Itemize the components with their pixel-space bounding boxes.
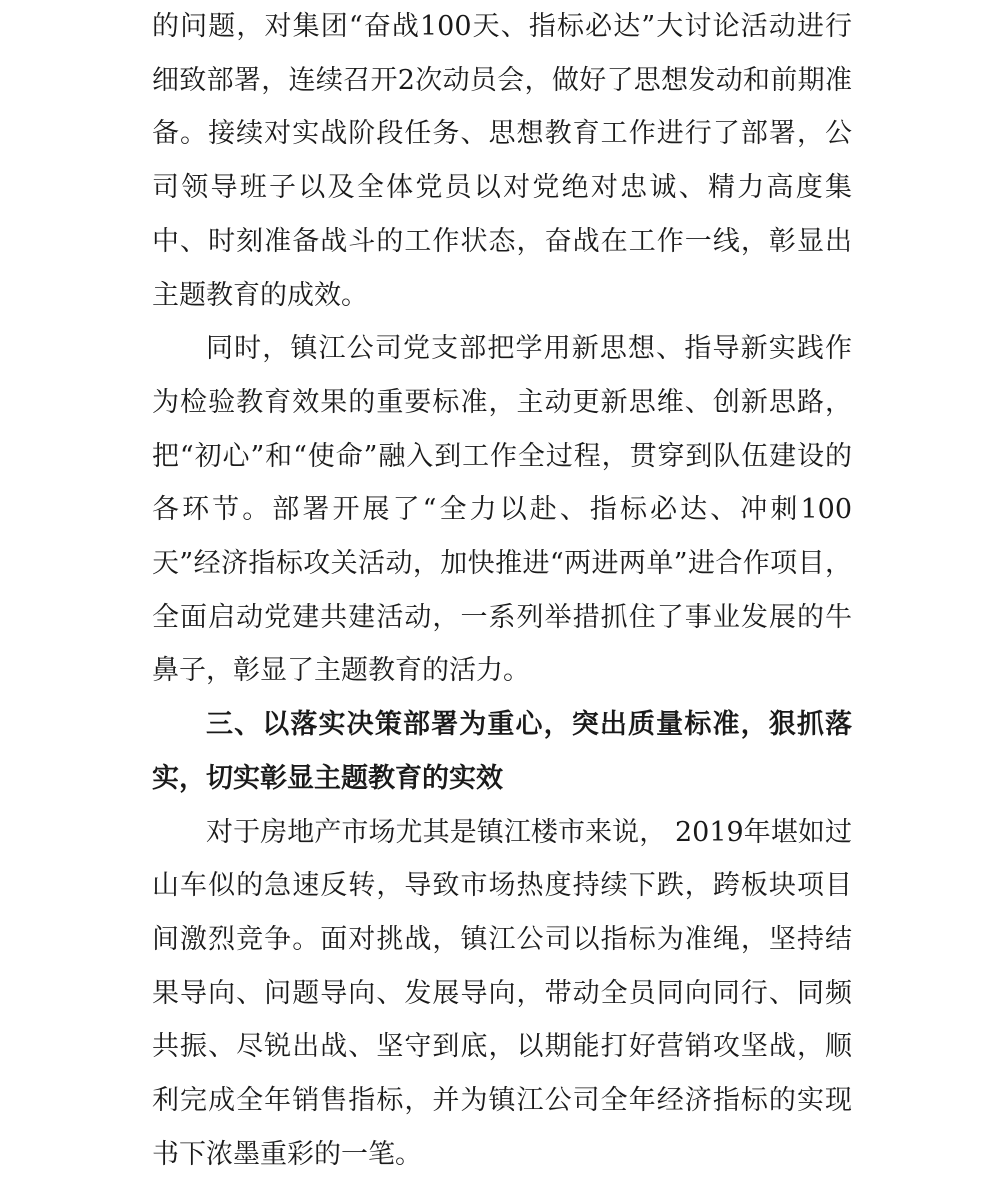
section-heading-three: 三、以落实决策部署为重心，突出质量标准，狠抓落实，切实彰显主题教育的实效 [152, 709, 852, 794]
document-page [152, 0, 852, 1181]
paragraph-party-branch: 同时，镇江公司党支部把学用新思想、指导新实践作为检验教育效果的重要标准，主动更新思维、创新思路，把“初心”和“使命”融入到工作全过程，贯穿到队伍建设的各环节。部署开展了“全力以赴、指标必达、冲刺100天”经济指标攻关活动，加快推进“两进两单”进合作项目，全面启动党建共建活动，一系列举措抓住了事业发展的牛鼻子，彰显了主题教育的活力。 [152, 333, 852, 687]
paragraph-continuation: 的问题，对集团“奋战100天、指标必达”大讨论活动进行细致部署，连续召开2次动员会，做好了思想发动和前期准备。接续对实战阶段任务、思想教育工作进行了部署，公司领导班子以及全体党员以对党绝对忠诚、精力高度集中、时刻准备战斗的工作状态，奋战在工作一线，彰显出主题教育的成效。 [152, 11, 852, 311]
paragraph-real-estate-market: 对于房地产市场尤其是镇江楼市来说， 2019年堪如过山车似的急速反转，导致市场热度持续下跌，跨板块项目间激烈竞争。面对挑战，镇江公司以指标为准绳，坚持结果导向、问题导向、发展导向，带动全员同向同行、同频共振、尽锐出战、坚守到底，以期能打好营销攻坚战，顺利完成全年销售指标，并为镇江公司全年经济指标的实现书下浓墨重彩的一笔。 [152, 816, 852, 1170]
